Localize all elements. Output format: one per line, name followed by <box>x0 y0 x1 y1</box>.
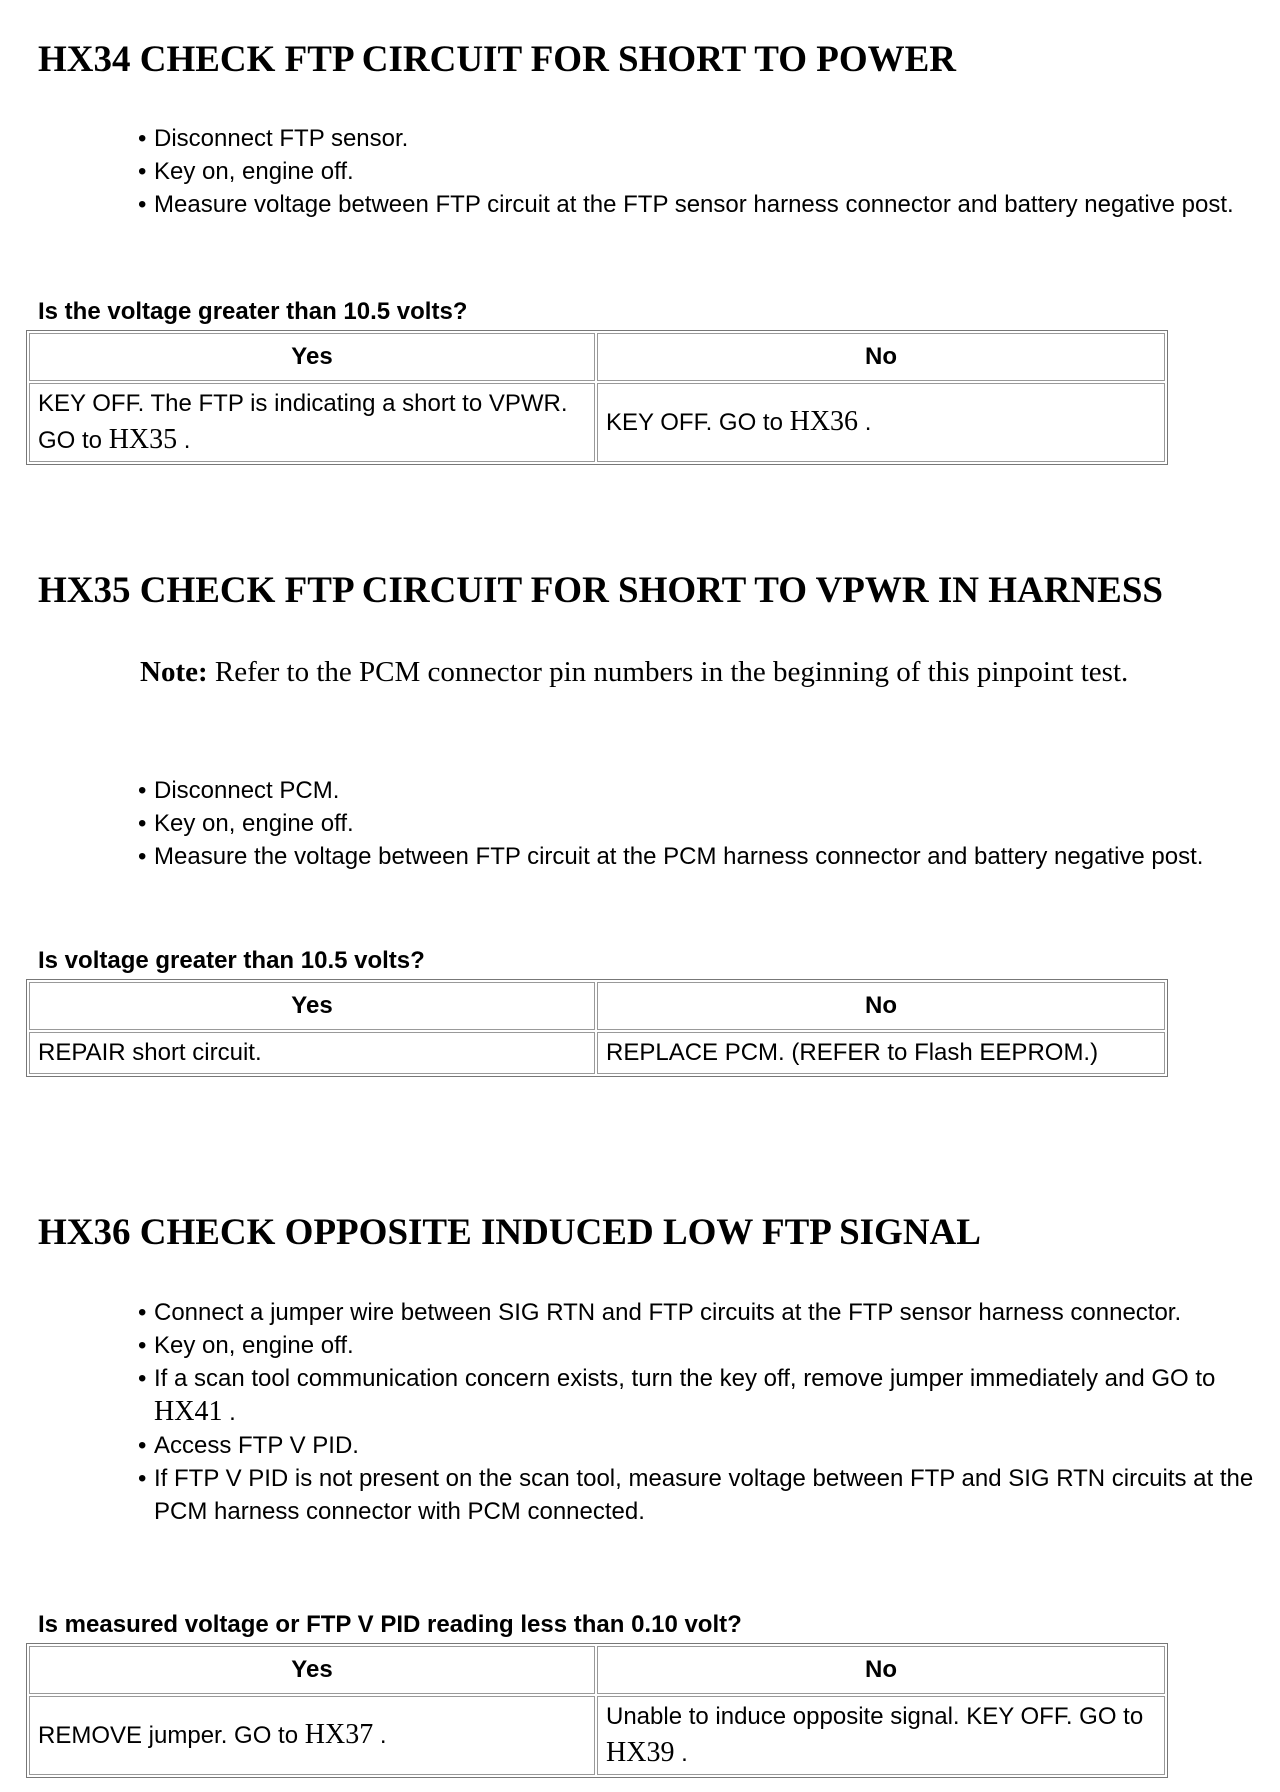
step-title: HX36 CHECK OPPOSITE INDUCED LOW FTP SIGNAL <box>38 1212 981 1253</box>
punctuation: . <box>177 427 191 454</box>
list-item: • Connect a jumper wire between SIG RTN and FTP circuits at the FTP sensor harness connector. <box>138 1296 1262 1329</box>
list-item: • Key on, engine off. <box>138 155 1262 188</box>
no-header: No <box>597 982 1165 1030</box>
go-to-link[interactable]: HX39 <box>606 1737 675 1768</box>
list-item: • Disconnect FTP sensor. <box>138 122 1262 155</box>
step-title: HX34 CHECK FTP CIRCUIT FOR SHORT TO POWER <box>38 39 957 80</box>
instruction-list <box>122 1296 1262 1528</box>
go-to-link[interactable]: HX41 <box>154 1396 223 1427</box>
no-cell: REPLACE PCM. (REFER to Flash EEPROM.) <box>597 1032 1165 1074</box>
decision-question: Is voltage greater than 10.5 volts? <box>38 947 425 974</box>
yes-header: Yes <box>29 982 595 1030</box>
list-item: • Key on, engine off. <box>138 1329 1262 1362</box>
decision-question: Is measured voltage or FTP V PID reading less than 0.10 volt? <box>38 1611 742 1638</box>
go-to-link[interactable]: HX35 <box>108 424 178 455</box>
decision-question: Is the voltage greater than 10.5 volts? <box>38 298 468 325</box>
note <box>140 652 1240 692</box>
yes-cell: REPAIR short circuit. <box>29 1032 595 1074</box>
yes-header: Yes <box>29 333 595 381</box>
list-item <box>138 1362 1262 1429</box>
punctuation: . <box>373 1722 387 1749</box>
no-header: No <box>597 333 1165 381</box>
punctuation: . <box>222 1399 236 1426</box>
punctuation: . <box>858 409 872 436</box>
list-item: • Key on, engine off. <box>138 807 1262 840</box>
list-item: • Measure the voltage between FTP circuit at the PCM harness connector and battery negative post. <box>138 840 1262 873</box>
list-item-text: If a scan tool communication concern exists, turn the key off, remove jumper immediately and GO to <box>154 1365 1216 1392</box>
yes-text: REMOVE jumper. GO to <box>38 1722 305 1749</box>
no-text: Unable to induce opposite signal. KEY OFF. GO to <box>606 1703 1144 1730</box>
list-item: • Disconnect PCM. <box>138 774 1262 807</box>
no-header: No <box>597 1646 1165 1694</box>
answer-table <box>26 1643 1168 1778</box>
no-text: KEY OFF. GO to <box>606 409 790 436</box>
yes-text: KEY OFF. The FTP is indicating a short to VPWR. GO to <box>38 390 568 454</box>
answer-table <box>26 979 1168 1077</box>
yes-cell <box>29 1696 595 1775</box>
go-to-link[interactable]: HX36 <box>789 406 859 437</box>
note-text: Refer to the PCM connector pin numbers in the beginning of this pinpoint test. <box>207 656 1129 688</box>
list-item: • Access FTP V PID. <box>138 1429 1262 1462</box>
punctuation: . <box>674 1740 688 1767</box>
yes-cell <box>29 383 595 462</box>
instruction-list <box>122 122 1262 221</box>
instruction-list <box>122 774 1262 873</box>
yes-header: Yes <box>29 1646 595 1694</box>
no-cell <box>597 1696 1165 1775</box>
list-item: • If FTP V PID is not present on the scan tool, measure voltage between FTP and SIG RTN circuits at the PCM harness connector with PCM connected. <box>138 1462 1262 1528</box>
note-label: Note: <box>140 656 208 688</box>
no-cell <box>597 383 1165 462</box>
step-title: HX35 CHECK FTP CIRCUIT FOR SHORT TO VPWR IN HARNESS <box>38 570 1164 611</box>
answer-table <box>26 330 1168 465</box>
go-to-link[interactable]: HX37 <box>304 1719 374 1750</box>
list-item: • Measure voltage between FTP circuit at the FTP sensor harness connector and battery negative post. <box>138 188 1262 221</box>
